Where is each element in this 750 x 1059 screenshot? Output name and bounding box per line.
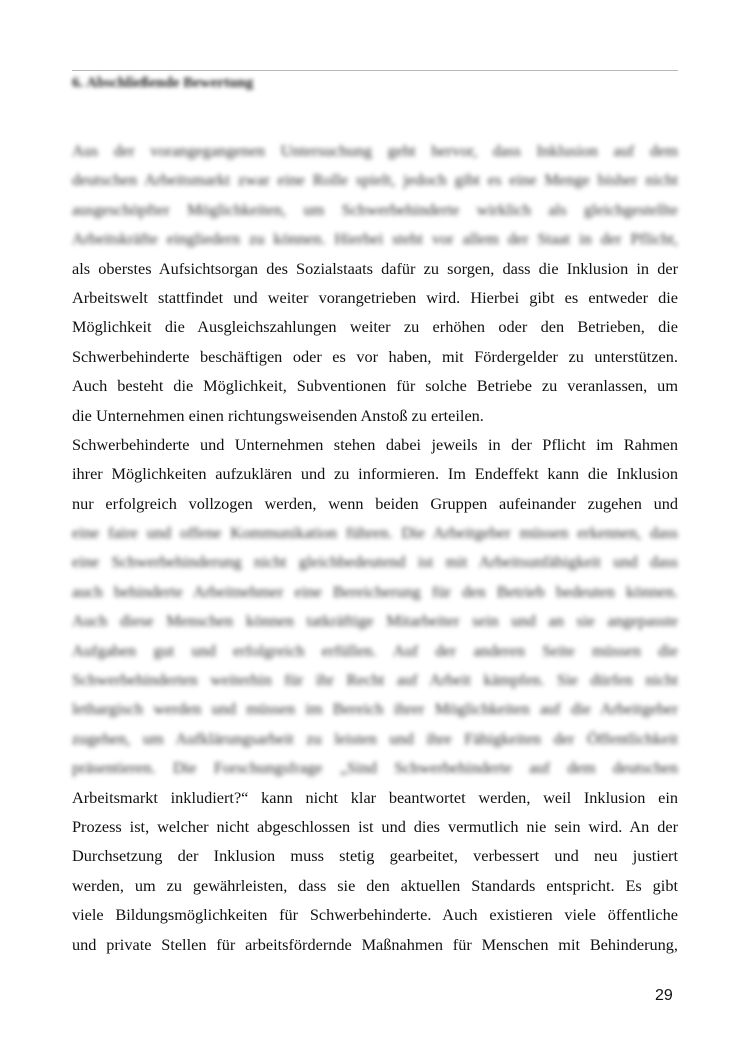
text-line: auch behinderte Arbeitnehmer eine Bereicherung für den Betrieb bedeuten können. bbox=[72, 581, 678, 601]
text-line: die Unternehmen einen richtungsweisenden Anstoß zu erteilen. bbox=[72, 405, 484, 425]
text-line: Auch besteht die Möglichkeit, Subventionen für solche Betriebe zu veranlassen, um bbox=[72, 376, 678, 396]
text-line: und private Stellen für arbeitsfördernde Maßnahmen für Menschen mit Behinderung, bbox=[72, 934, 678, 954]
text-line: ausgeschöpfter Möglichkeiten, um Schwerbehinderte wirklich als gleichgestellte bbox=[72, 199, 678, 219]
text-line: Auch diese Menschen können tatkräftige Mitarbeiter sein und an sie angepasste bbox=[72, 611, 678, 631]
text-line: Arbeitswelt stattfindet und weiter vorangetrieben wird. Hierbei gibt es entweder die bbox=[72, 287, 678, 307]
text-line: Durchsetzung der Inklusion muss stetig gearbeitet, verbessert und neu justiert bbox=[72, 846, 678, 866]
text-line: eine faire und offene Kommunikation führen. Die Arbeitgeber müssen erkennen, dass bbox=[72, 523, 678, 543]
header-rule bbox=[72, 70, 678, 71]
text-line: als oberstes Aufsichtsorgan des Sozialstaats dafür zu sorgen, dass die Inklusion in der bbox=[72, 258, 678, 278]
text-line: deutschen Arbeitsmarkt zwar eine Rolle spielt, jedoch gibt es eine Menge bisher nicht bbox=[72, 170, 678, 190]
text-line: Prozess ist, welcher nicht abgeschlossen ist und dies vermutlich nie sein wird. An der bbox=[72, 816, 678, 836]
text-line: präsentieren. Die Forschungsfrage „Sind Schwerbehinderte auf dem deutschen bbox=[72, 758, 678, 778]
text-line: eine Schwerbehinderung nicht gleichbedeutend ist mit Arbeitsunfähigkeit und dass bbox=[72, 552, 678, 572]
text-line: Arbeitskräfte eingliedern zu können. Hierbei steht vor allem der Staat in der Pflicht, bbox=[72, 229, 678, 249]
text-line: lethargisch werden und müssen im Bereich ihrer Möglichkeiten auf die Arbeitgeber bbox=[72, 699, 678, 719]
text-line: viele Bildungsmöglichkeiten für Schwerbehinderte. Auch existieren viele öffentliche bbox=[72, 905, 678, 925]
section-heading: 6. Abschließende Bewertung bbox=[72, 75, 254, 91]
text-line: Schwerbehinderte beschäftigen oder es vor haben, mit Fördergelder zu unterstützen. bbox=[72, 346, 678, 366]
text-line: Aufgaben gut und erfolgreich erfüllen. Auf der anderen Seite müssen die bbox=[72, 640, 678, 660]
text-line: werden, um zu gewährleisten, dass sie den aktuellen Standards entspricht. Es gibt bbox=[72, 875, 678, 895]
text-line: Arbeitsmarkt inkludiert?“ kann nicht klar beantwortet werden, weil Inklusion ein bbox=[72, 787, 678, 807]
text-line: Möglichkeit die Ausgleichszahlungen weiter zu erhöhen oder den Betrieben, die bbox=[72, 317, 678, 337]
page-number: 29 bbox=[655, 987, 673, 1004]
body-text bbox=[72, 136, 678, 959]
text-line: Aus der vorangegangenen Untersuchung geht hervor, dass Inklusion auf dem bbox=[72, 141, 678, 160]
text-line: Schwerbehinderte und Unternehmen stehen dabei jeweils in der Pflicht im Rahmen bbox=[72, 434, 678, 454]
text-line: nur erfolgreich vollzogen werden, wenn beiden Gruppen aufeinander zugehen und bbox=[72, 493, 678, 513]
text-line: zugehen, um Aufklärungsarbeit zu leisten und ihre Fähigkeiten der Öffentlichkeit bbox=[72, 728, 678, 748]
text-line: Schwerbehinderten weiterhin für ihr Recht auf Arbeit kämpfen. Sie dürfen nicht bbox=[72, 670, 678, 690]
text-line: ihrer Möglichkeiten aufzuklären und zu informieren. Im Endeffekt kann die Inklusion bbox=[72, 464, 678, 484]
